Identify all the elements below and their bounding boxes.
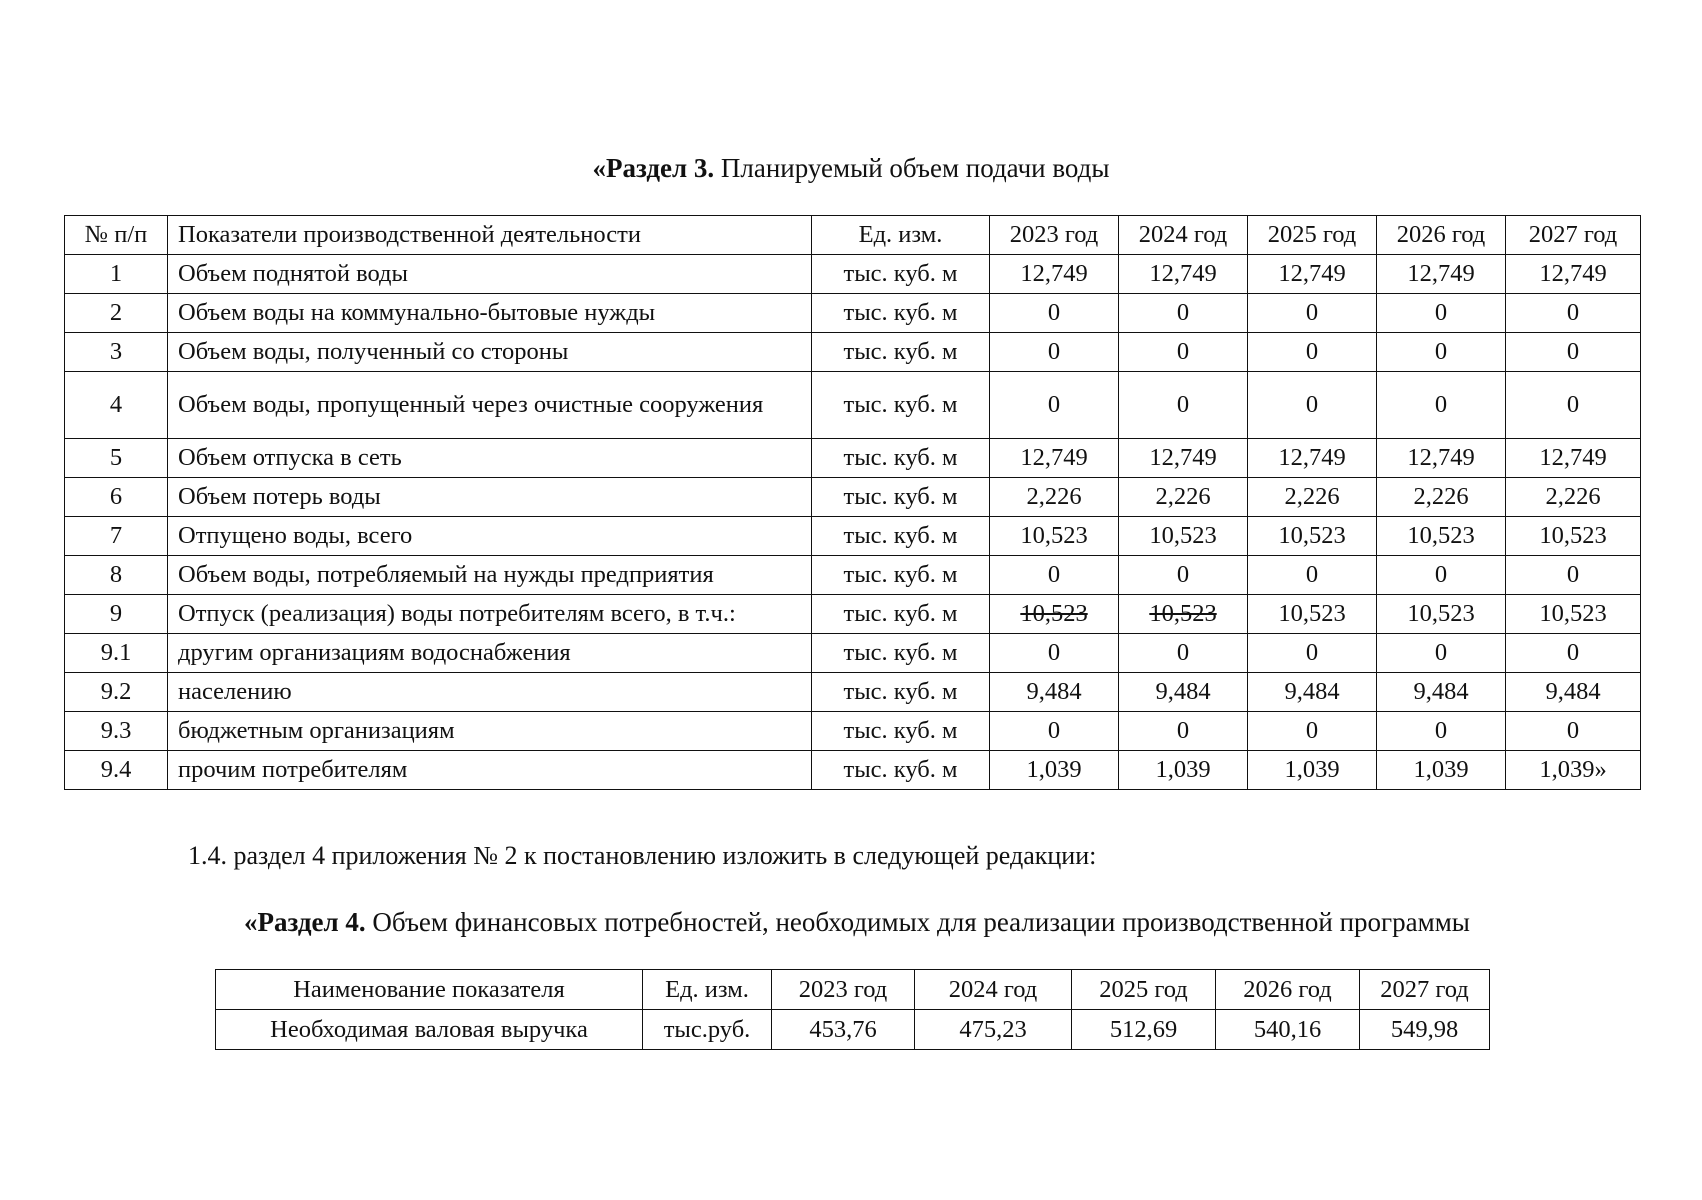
value-cell: 10,523 [990, 517, 1119, 556]
value-cell: 12,749 [1377, 255, 1506, 294]
unit-cell: тыс. куб. м [812, 712, 990, 751]
table-row [65, 751, 1641, 790]
value-cell: 0 [1377, 294, 1506, 333]
value-cell: 0 [1119, 556, 1248, 595]
header-year-2026: 2026 год [1216, 970, 1360, 1010]
unit-cell: тыс.руб. [643, 1010, 772, 1050]
row-number: 2 [65, 294, 168, 333]
table-row [65, 712, 1641, 751]
value-cell: 12,749 [1377, 439, 1506, 478]
row-number: 7 [65, 517, 168, 556]
header-year-2026: 2026 год [1377, 216, 1506, 255]
table-row [65, 294, 1641, 333]
value-cell: 10,523 [1377, 517, 1506, 556]
value-cell: 0 [990, 372, 1119, 439]
section-4-title-text: Объем финансовых потребностей, необходимых для реализации производственной программы [365, 907, 1470, 937]
value-cell: 0 [1119, 372, 1248, 439]
value-cell: 1,039 [1377, 751, 1506, 790]
unit-cell: тыс. куб. м [812, 673, 990, 712]
row-number: 9.3 [65, 712, 168, 751]
value-cell: 10,523 [1119, 595, 1248, 634]
table-row [65, 595, 1641, 634]
value-cell: 9,484 [1377, 673, 1506, 712]
value-cell: 0 [1506, 556, 1641, 595]
value-cell: 12,749 [990, 255, 1119, 294]
row-number: 9.2 [65, 673, 168, 712]
value-cell: 9,484 [1506, 673, 1641, 712]
value-cell: 12,749 [1248, 439, 1377, 478]
row-number: 6 [65, 478, 168, 517]
value-cell: 1,039 [1119, 751, 1248, 790]
value-cell: 0 [990, 634, 1119, 673]
value-cell: 10,523 [1377, 595, 1506, 634]
table-header-row [65, 216, 1641, 255]
row-number: 9 [65, 595, 168, 634]
table-row [65, 517, 1641, 556]
value-cell: 0 [1506, 333, 1641, 372]
value-cell: 0 [1377, 634, 1506, 673]
header-year-2023: 2023 год [990, 216, 1119, 255]
indicator-name: населению [168, 673, 812, 712]
value-cell: 12,749 [1119, 439, 1248, 478]
indicator-name: бюджетным организациям [168, 712, 812, 751]
value-cell: 0 [990, 556, 1119, 595]
value-cell: 2,226 [1377, 478, 1506, 517]
indicator-name: Объем воды на коммунально-бытовые нужды [168, 294, 812, 333]
unit-cell: тыс. куб. м [812, 255, 990, 294]
value-cell: 0 [1248, 634, 1377, 673]
unit-cell: тыс. куб. м [812, 556, 990, 595]
table-header-row [216, 970, 1490, 1010]
section-3-title-bold: «Раздел 3. [592, 153, 715, 183]
indicator-name: Объем воды, полученный со стороны [168, 333, 812, 372]
value-cell: 0 [1506, 294, 1641, 333]
water-supply-table-body [65, 255, 1641, 790]
value-cell: 2,226 [1506, 478, 1641, 517]
value-cell: 0 [1248, 294, 1377, 333]
value-cell: 1,039 [990, 751, 1119, 790]
row-number: 8 [65, 556, 168, 595]
section-4-title-bold: «Раздел 4. [244, 907, 366, 937]
value-cell: 12,749 [1506, 255, 1641, 294]
table-row [216, 1010, 1490, 1050]
value-cell: 0 [990, 712, 1119, 751]
header-unit: Ед. изм. [643, 970, 772, 1010]
value-cell: 0 [1248, 712, 1377, 751]
row-number: 9.1 [65, 634, 168, 673]
table-row [65, 634, 1641, 673]
value-cell: 0 [1119, 712, 1248, 751]
value-cell: 10,523 [1506, 517, 1641, 556]
value-cell: 10,523 [990, 595, 1119, 634]
unit-cell: тыс. куб. м [812, 294, 990, 333]
header-year-2024: 2024 год [1119, 216, 1248, 255]
value-cell: 0 [990, 333, 1119, 372]
unit-cell: тыс. куб. м [812, 634, 990, 673]
value-cell: 0 [1119, 294, 1248, 333]
indicator-name: Отпуск (реализация) воды потребителям всего, в т.ч.: [168, 595, 812, 634]
value-cell: 9,484 [1248, 673, 1377, 712]
unit-cell: тыс. куб. м [812, 751, 990, 790]
table-row [65, 372, 1641, 439]
row-number: 9.4 [65, 751, 168, 790]
unit-cell: тыс. куб. м [812, 595, 990, 634]
value-cell: 1,039» [1506, 751, 1641, 790]
header-year-2027: 2027 год [1506, 216, 1641, 255]
section-3-title [0, 152, 1702, 184]
header-num: № п/п [65, 216, 168, 255]
header-year-2027: 2027 год [1360, 970, 1490, 1010]
value-cell: 10,523 [1248, 517, 1377, 556]
value-cell: 0 [1377, 556, 1506, 595]
value-cell: 512,69 [1072, 1010, 1216, 1050]
financial-needs-table-body [216, 1010, 1490, 1050]
header-year-2025: 2025 год [1072, 970, 1216, 1010]
value-cell: 549,98 [1360, 1010, 1490, 1050]
value-cell: 10,523 [1248, 595, 1377, 634]
unit-cell: тыс. куб. м [812, 439, 990, 478]
value-cell: 10,523 [1119, 517, 1248, 556]
value-cell: 2,226 [990, 478, 1119, 517]
value-cell: 0 [1248, 372, 1377, 439]
unit-cell: тыс. куб. м [812, 478, 990, 517]
unit-cell: тыс. куб. м [812, 372, 990, 439]
value-cell: 0 [1377, 372, 1506, 439]
paragraph-1-4: 1.4. раздел 4 приложения № 2 к постановлению изложить в следующей редакции: [188, 841, 1097, 870]
indicator-name: Объем отпуска в сеть [168, 439, 812, 478]
indicator-name: другим организациям водоснабжения [168, 634, 812, 673]
unit-cell: тыс. куб. м [812, 333, 990, 372]
table-row [65, 673, 1641, 712]
value-cell: 0 [990, 294, 1119, 333]
value-cell: 0 [1119, 333, 1248, 372]
indicator-name: Объем воды, пропущенный через очистные сооружения [168, 372, 812, 439]
value-cell: 0 [1377, 333, 1506, 372]
value-cell: 0 [1506, 634, 1641, 673]
indicator-name: Объем воды, потребляемый на нужды предприятия [168, 556, 812, 595]
indicator-name: Объем поднятой воды [168, 255, 812, 294]
value-cell: 475,23 [915, 1010, 1072, 1050]
table-row [65, 478, 1641, 517]
table-row [65, 439, 1641, 478]
value-cell: 0 [1248, 556, 1377, 595]
value-cell: 2,226 [1119, 478, 1248, 517]
header-indicator-name: Наименование показателя [216, 970, 643, 1010]
indicator-name: Необходимая валовая выручка [216, 1010, 643, 1050]
table-row [65, 255, 1641, 294]
value-cell: 9,484 [1119, 673, 1248, 712]
value-cell: 0 [1377, 712, 1506, 751]
value-cell: 0 [1119, 634, 1248, 673]
value-cell: 12,749 [1506, 439, 1641, 478]
indicator-name: Отпущено воды, всего [168, 517, 812, 556]
value-cell: 0 [1248, 333, 1377, 372]
header-year-2024: 2024 год [915, 970, 1072, 1010]
value-cell: 12,749 [1119, 255, 1248, 294]
row-number: 4 [65, 372, 168, 439]
indicator-name: Объем потерь воды [168, 478, 812, 517]
row-number: 1 [65, 255, 168, 294]
header-indicator: Показатели производственной деятельности [168, 216, 812, 255]
value-cell: 0 [1506, 712, 1641, 751]
section-4-title [244, 906, 1470, 938]
value-cell: 2,226 [1248, 478, 1377, 517]
unit-cell: тыс. куб. м [812, 517, 990, 556]
value-cell: 9,484 [990, 673, 1119, 712]
value-cell: 12,749 [990, 439, 1119, 478]
indicator-name: прочим потребителям [168, 751, 812, 790]
value-cell: 0 [1506, 372, 1641, 439]
header-unit: Ед. изм. [812, 216, 990, 255]
financial-needs-table [215, 969, 1490, 1050]
value-cell: 453,76 [772, 1010, 915, 1050]
table-row [65, 556, 1641, 595]
value-cell: 540,16 [1216, 1010, 1360, 1050]
water-supply-table [64, 215, 1641, 790]
value-cell: 12,749 [1248, 255, 1377, 294]
table-row [65, 333, 1641, 372]
row-number: 3 [65, 333, 168, 372]
header-year-2025: 2025 год [1248, 216, 1377, 255]
header-year-2023: 2023 год [772, 970, 915, 1010]
value-cell: 1,039 [1248, 751, 1377, 790]
row-number: 5 [65, 439, 168, 478]
section-3-title-text: Планируемый объем подачи воды [714, 153, 1110, 183]
value-cell: 10,523 [1506, 595, 1641, 634]
